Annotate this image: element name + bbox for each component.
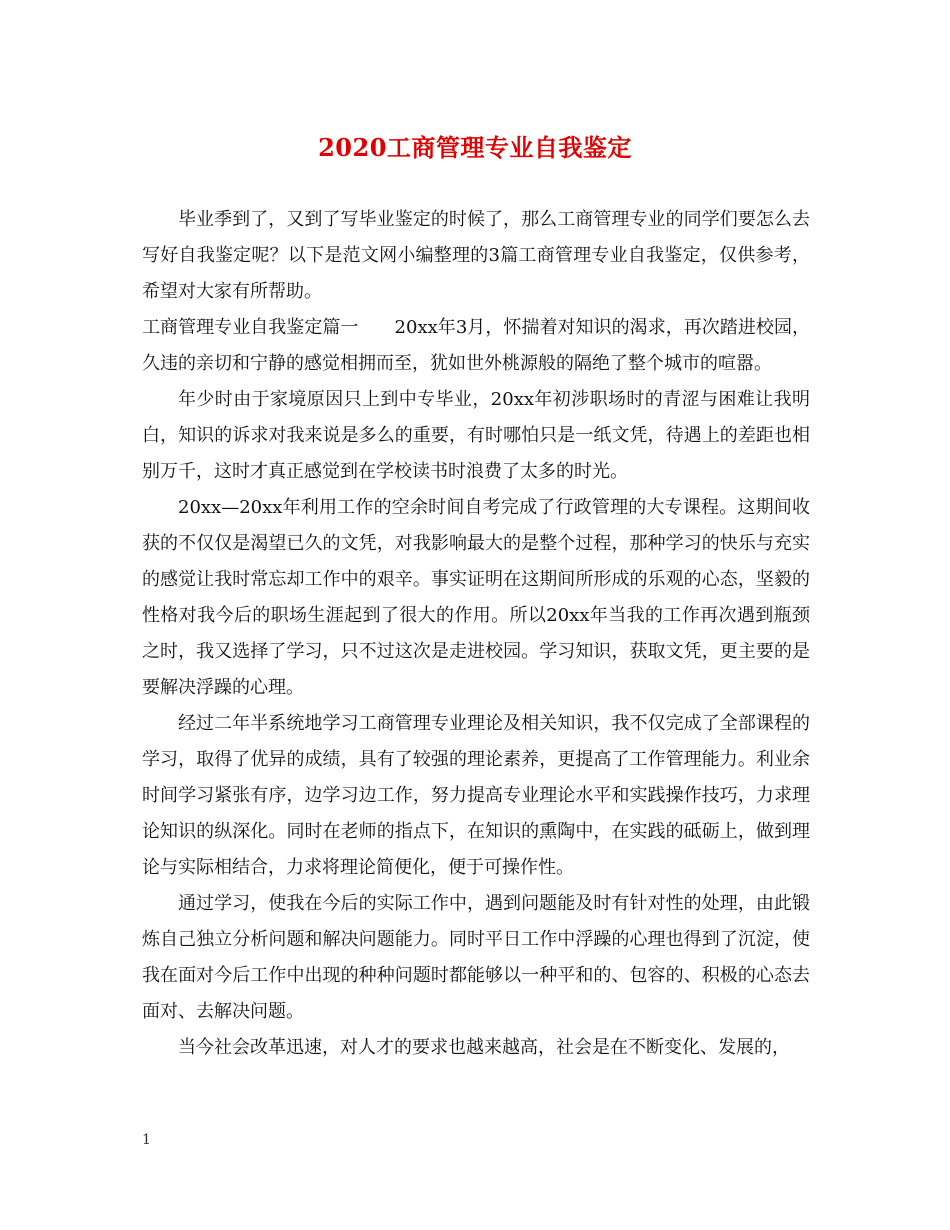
paragraph-through-learning: 通过学习，使我在今后的实际工作中，遇到问题能及时有针对性的处理，由此锻炼自己独立分析问题和解决问题能力。同时平日工作中浮躁的心理也得到了沉淀，使我在面对今后工作中出现的种种问题时都能够以一种平和的、包容的、积极的心态去面对、去解决问题。 [142,893,810,1022]
document-title: 2020工商管理专业自我鉴定 [318,133,632,162]
document-body [142,202,810,1066]
paragraph-society: 当今社会改革迅速，对人才的要求也越来越高，社会是在不断变化、发展的， [178,1037,790,1058]
paragraph-study-results: 经过二年半系统地学习工商管理专业理论及相关知识，我不仅完成了全部课程的学习，取得了优异的成绩，具有了较强的理论素养，更提高了工作管理能力。利业余时间学习紧张有序，边学习边工作，努力提高专业理论水平和实践操作技巧，力求理论知识的纵深化。同时在老师的指点下，在知识的熏陶中，在实践的砥砺上，做到理论与实际相结合，力求将理论简便化，便于可操作性。 [142,713,810,878]
page-number: 1 [142,1132,151,1148]
paragraph-section-one-heading: 工商管理专业自我鉴定篇一 20xx年3月，怀揣着对知识的渴求，再次踏进校园，久违的亲切和宁静的感觉相拥而至，犹如世外桃源般的隔绝了整个城市的喧嚣。 [142,317,810,374]
paragraph-youth: 年少时由于家境原因只上到中专毕业，20xx年初涉职场时的青涩与困难让我明白，知识的诉求对我来说是多么的重要，有时哪怕只是一纸文凭，待遇上的差距也相别万千，这时才真正感觉到在学校读书时浪费了太多的时光。 [142,389,810,482]
paragraph-self-study: 20xx—20xx年利用工作的空余时间自考完成了行政管理的大专课程。这期间收获的不仅仅是渴望已久的文凭，对我影响最大的是整个过程，那种学习的快乐与充实的感觉让我时常忘却工作中的艰辛。事实证明在这期间所形成的乐观的心态，坚毅的性格对我今后的职场生涯起到了很大的作用。所以20xx年当我的工作再次遇到瓶颈之时，我又选择了学习，只不过这次是走进校园。学习知识，获取文凭，更主要的是要解决浮躁的心理。 [142,497,810,698]
paragraph-intro: 毕业季到了，又到了写毕业鉴定的时候了，那么工商管理专业的同学们要怎么去写好自我鉴定呢？以下是范文网小编整理的3篇工商管理专业自我鉴定，仅供参考，希望对大家有所帮助。 [142,209,810,302]
